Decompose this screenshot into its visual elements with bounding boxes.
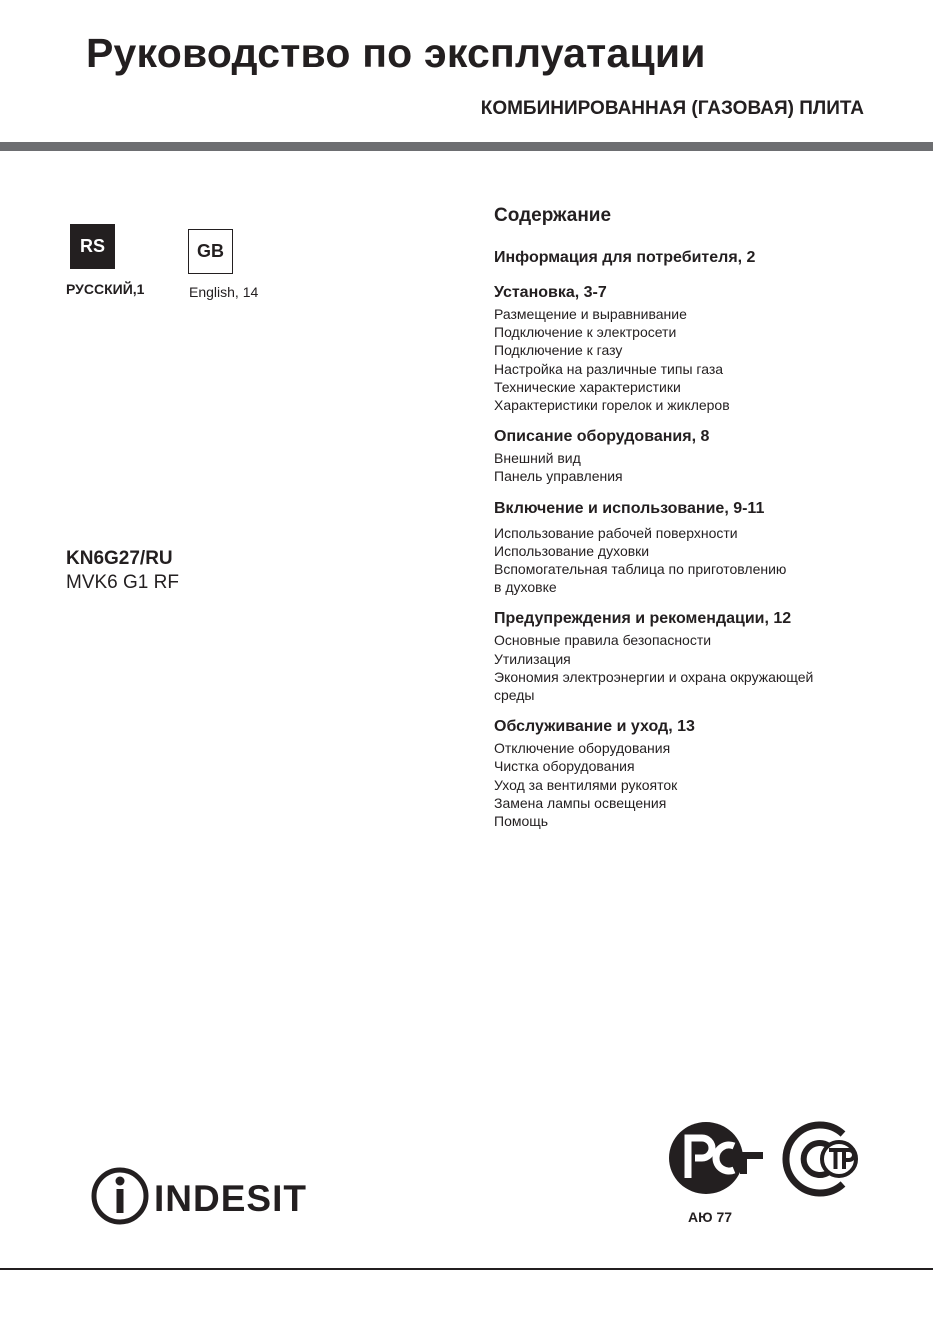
toc-section xyxy=(494,426,924,485)
toc-section-title: Информация для потребителя, 2 xyxy=(494,249,756,266)
toc-section xyxy=(494,282,924,414)
toc-section-title: Включение и использование, 9-11 xyxy=(494,499,765,517)
toc-section-title: Обслуживание и уход, 13 xyxy=(494,718,695,736)
language-badge-gb: GB xyxy=(188,229,233,274)
table-of-contents xyxy=(494,204,924,842)
logo-dot xyxy=(116,1177,125,1186)
language-badge-rs: RS xyxy=(70,224,115,269)
toc-item: Технические характеристики xyxy=(494,378,681,395)
logo-wordmark: INDESIT xyxy=(154,1178,307,1219)
toc-item: Утилизация xyxy=(494,650,571,667)
toc-item: Характеристики горелок и жиклеров xyxy=(494,397,730,414)
rst-certification-mark xyxy=(668,1120,764,1196)
toc-item: Панель управления xyxy=(494,468,623,485)
toc-heading: Содержание xyxy=(494,205,612,226)
toc-item: Замена лампы освещения xyxy=(494,794,667,811)
toc-item: Внешний вид xyxy=(494,450,581,467)
toc-item: среды xyxy=(494,687,535,704)
toc-item: Помощь xyxy=(494,813,549,830)
logo-stem xyxy=(117,1189,124,1213)
toc-section xyxy=(494,608,924,704)
indesit-logo xyxy=(90,1164,322,1228)
toc-section-title: Установка, 3-7 xyxy=(494,284,607,301)
toc-section xyxy=(494,247,924,269)
page-title: Руководство по эксплуатации xyxy=(86,30,706,76)
toc-item: Использование рабочей поверхности xyxy=(494,524,738,541)
toc-item: Подключение к электросети xyxy=(494,324,677,341)
toc-section xyxy=(494,498,924,597)
toc-section xyxy=(494,716,924,830)
toc-section-title: Предупреждения и рекомендации, 12 xyxy=(494,610,792,628)
toc-item: Уход за вентилями рукояток xyxy=(494,776,678,793)
header-divider xyxy=(0,142,933,151)
toc-item: Основные правила безопасности xyxy=(494,632,712,649)
model-number-secondary: MVK6 G1 RF xyxy=(66,572,179,593)
str-certification-mark xyxy=(773,1120,865,1198)
toc-item: Использование духовки xyxy=(494,542,650,559)
footer-divider xyxy=(0,1268,933,1270)
certification-code: АЮ 77 xyxy=(688,1209,733,1225)
toc-item: Настройка на различные типы газа xyxy=(494,360,724,377)
toc-item: Экономия электроэнергии и охрана окружающей xyxy=(494,668,814,685)
toc-item: Отключение оборудования xyxy=(494,740,671,757)
toc-section-title: Описание оборудования, 8 xyxy=(494,428,710,446)
product-type-subtitle: КОМБИНИРОВАННАЯ (ГАЗОВАЯ) ПЛИТА xyxy=(480,98,864,119)
toc-item: Размещение и выравнивание xyxy=(494,306,687,322)
toc-item: Подключение к газу xyxy=(494,342,623,359)
language-label-rs: РУССКИЙ,1 xyxy=(66,281,145,297)
toc-item: Вспомогательная таблица по приготовлению xyxy=(494,561,787,578)
toc-item: Чистка оборудования xyxy=(494,758,635,775)
model-number-primary: KN6G27/RU xyxy=(66,548,173,569)
toc-item: в духовке xyxy=(494,579,557,596)
language-label-gb: English, 14 xyxy=(189,284,259,300)
